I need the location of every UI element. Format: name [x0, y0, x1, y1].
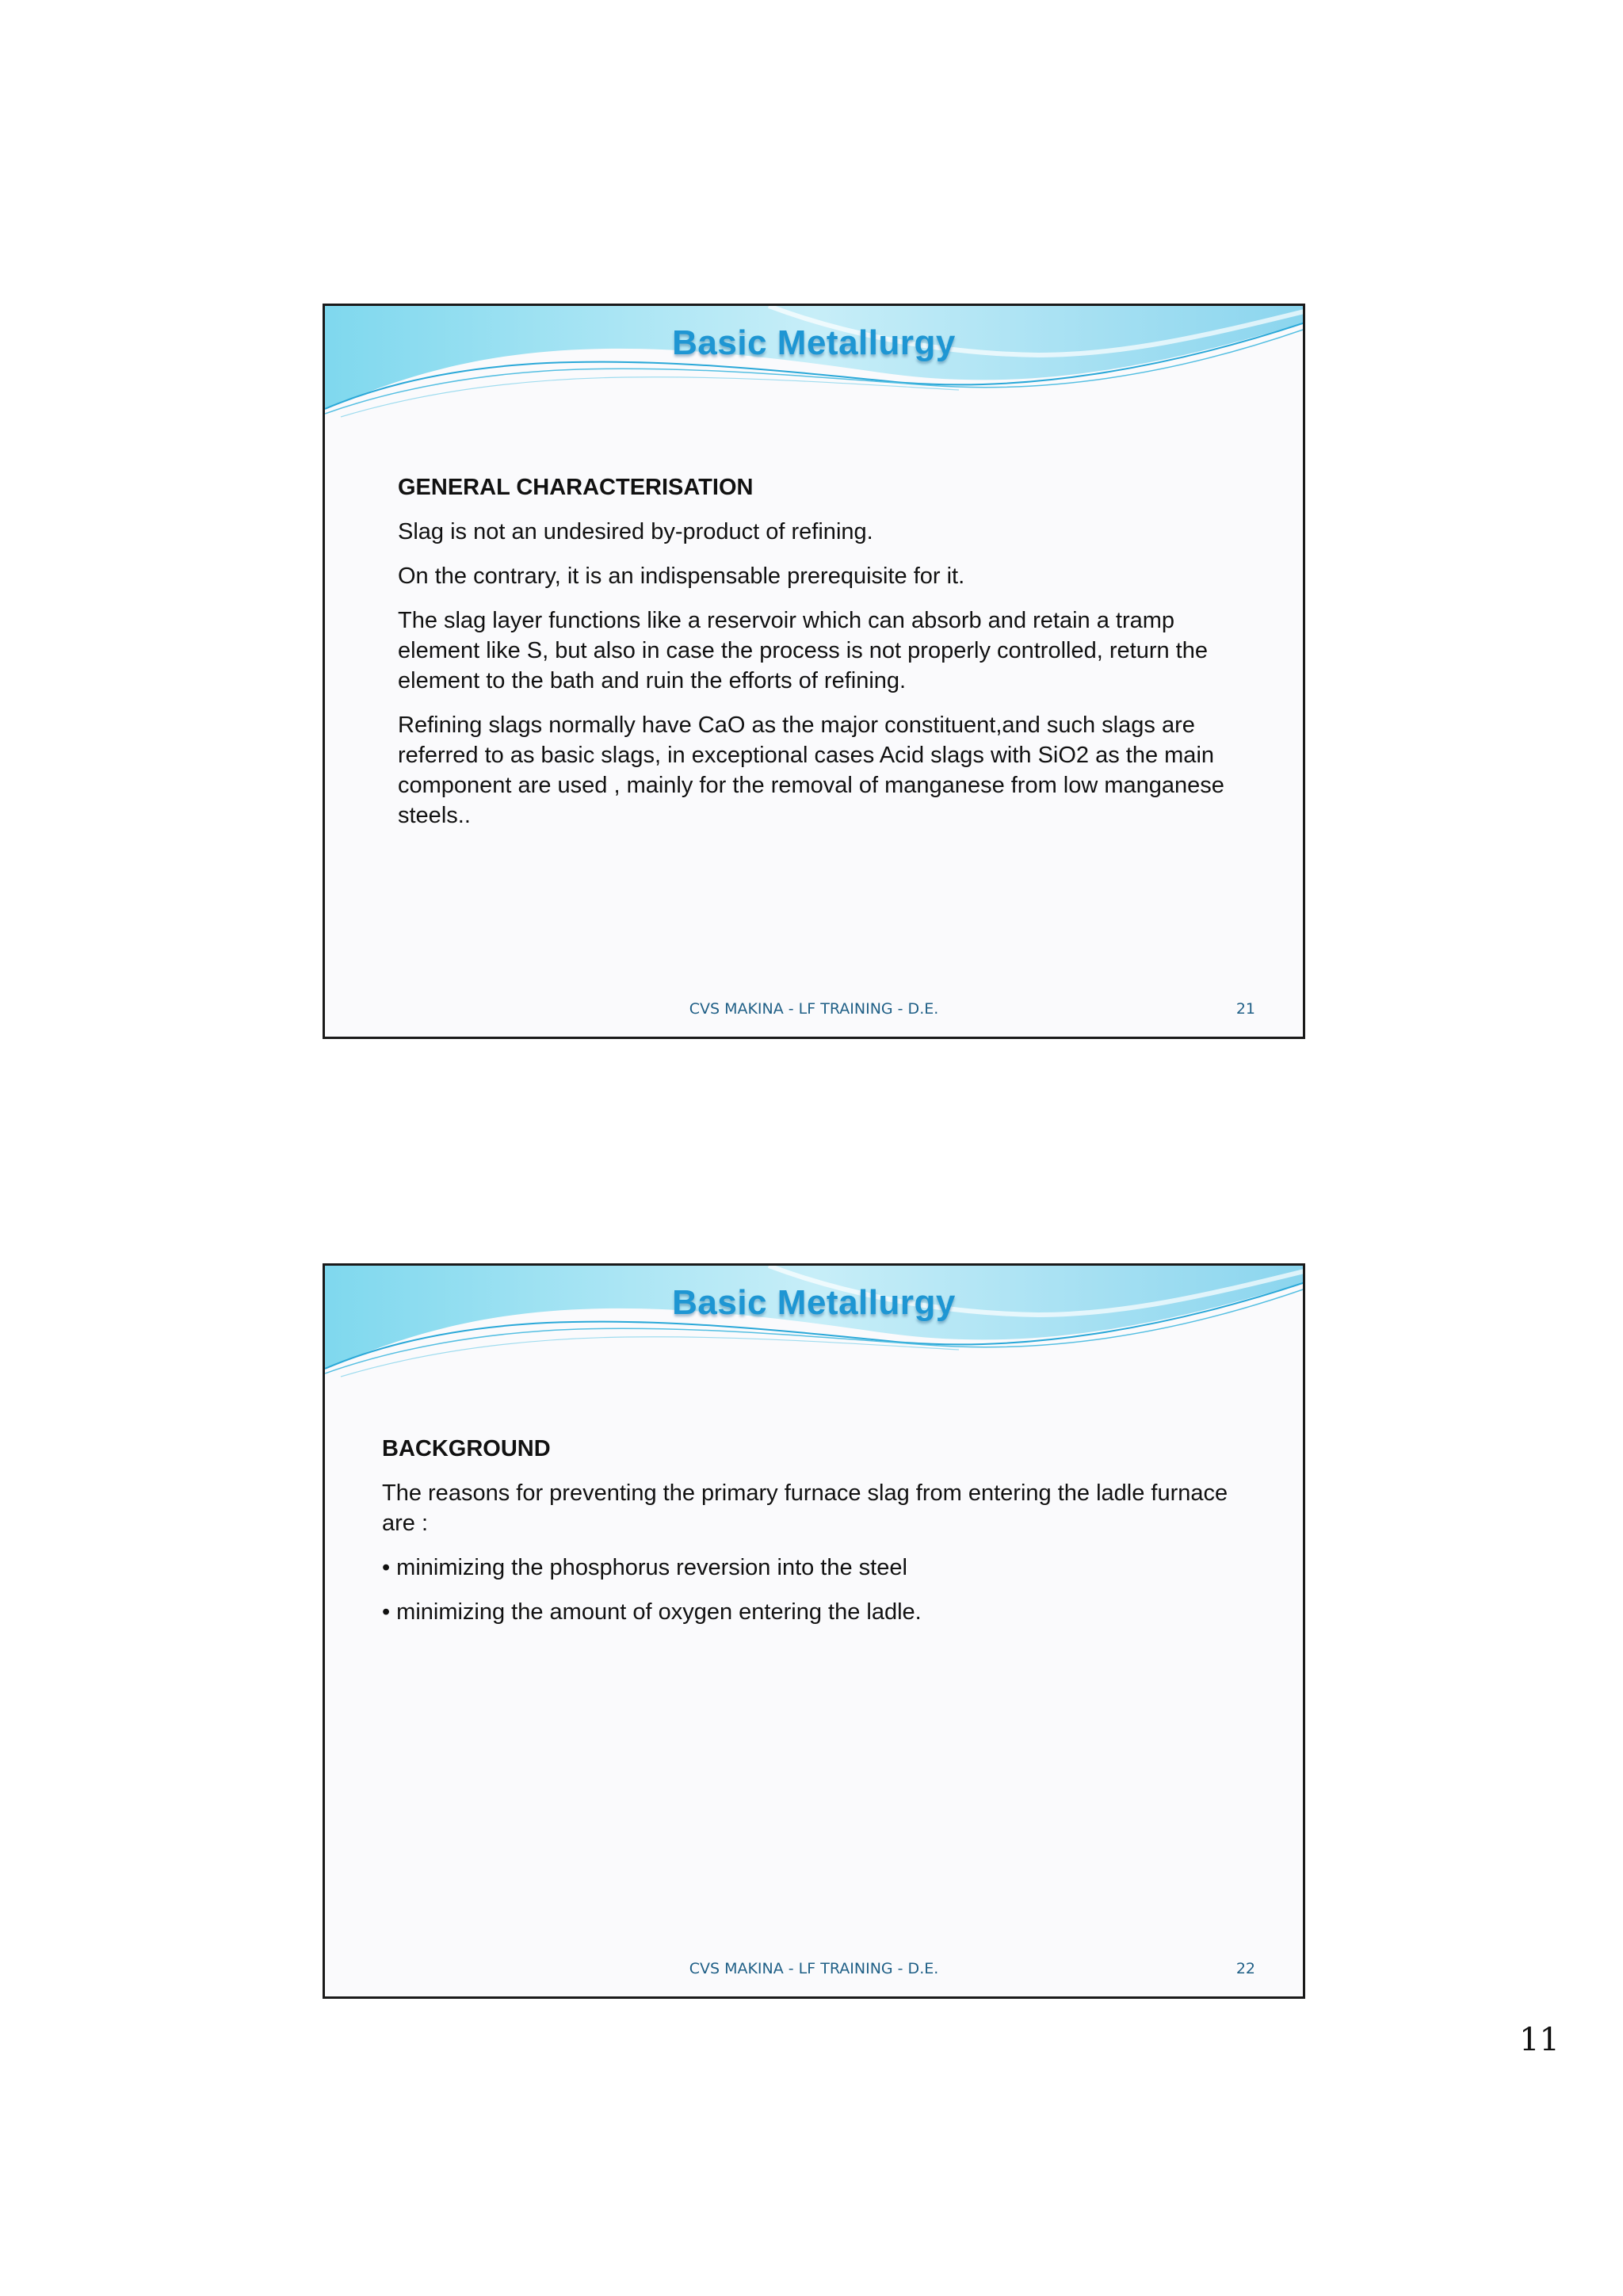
paragraph: On the contrary, it is an indispensable prerequisite for it.: [398, 563, 965, 589]
paragraph: The reasons for preventing the primary furnace slag from entering the ladle furnace are :: [382, 1480, 1228, 1536]
slide-body: [382, 1434, 1246, 1641]
bullet-item: [382, 1597, 1246, 1627]
slide-22: [323, 1263, 1305, 1999]
section-heading: GENERAL CHARACTERISATION: [398, 475, 754, 500]
paragraph: Refining slags normally have CaO as the major constituent,and such slags are referred to as basic slags, in exceptional cases Acid slags with SiO2 as the main component are used , mainly for the removal of manganese from low manganese steels..: [398, 712, 1224, 828]
paragraph: Slag is not an undesired by-product of refining.: [398, 519, 873, 544]
slide-title: Basic Metallurgy: [672, 323, 956, 362]
slide-21: [323, 304, 1305, 1039]
footer-text: CVS MAKINA - LF TRAINING - D.E.: [689, 1000, 939, 1018]
slide-footer: [325, 1960, 1303, 1984]
slide-footer: [325, 1000, 1303, 1024]
slide-title: Basic Metallurgy: [672, 1283, 956, 1322]
slide-number: 21: [1235, 1000, 1255, 1018]
bullet-text: minimizing the phosphorus reversion into the steel: [396, 1555, 907, 1580]
paragraph: The slag layer functions like a reservoir which can absorb and retain a tramp element like S, but also in case the process is not properly controlled, return the element to the bath and ruin the efforts of refining.: [398, 608, 1208, 693]
bullet-dot: •: [382, 1599, 391, 1625]
bullet-text: minimizing the amount of oxygen entering the ladle.: [396, 1599, 922, 1625]
bullet-dot: •: [382, 1555, 391, 1580]
slide-number: 22: [1235, 1960, 1255, 1977]
slide-body: [398, 472, 1246, 845]
section-heading: BACKGROUND: [382, 1436, 551, 1461]
page-number: 11: [1519, 2022, 1560, 2058]
bullet-item: [382, 1553, 1246, 1583]
footer-text: CVS MAKINA - LF TRAINING - D.E.: [689, 1960, 939, 1977]
